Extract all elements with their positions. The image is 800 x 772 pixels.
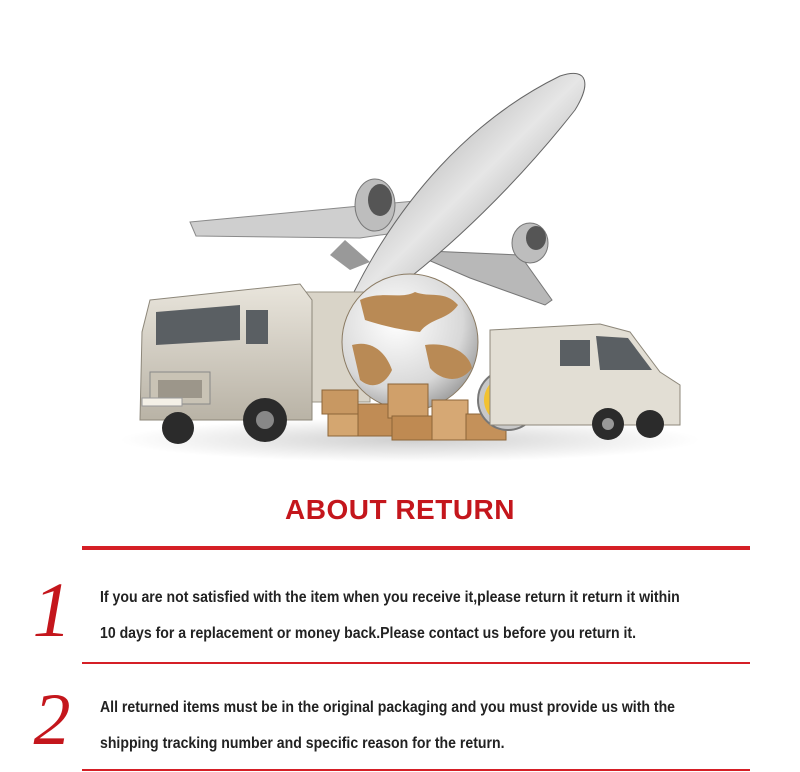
title-divider <box>82 546 750 550</box>
page-title: ABOUT RETURN <box>285 494 515 525</box>
item-number: 2 <box>33 679 71 761</box>
item-number: 1 <box>32 566 72 653</box>
item-line: shipping tracking number and specific reason for the return. <box>100 735 505 752</box>
item-line: 10 days for a replacement or money back.Please contact us before you return it. <box>100 625 637 642</box>
airplane-icon <box>190 73 585 305</box>
item-line: If you are not satisfied with the item when you receive it,please return it return it within <box>100 589 680 606</box>
item-divider <box>82 769 750 771</box>
item-text <box>100 580 760 652</box>
list-item <box>0 566 800 670</box>
van-icon <box>490 324 680 440</box>
item-line: All returned items must be in the original packaging and you must provide us with the <box>100 699 676 716</box>
item-divider <box>82 662 750 664</box>
item-text <box>100 690 760 762</box>
list-item <box>0 680 800 772</box>
